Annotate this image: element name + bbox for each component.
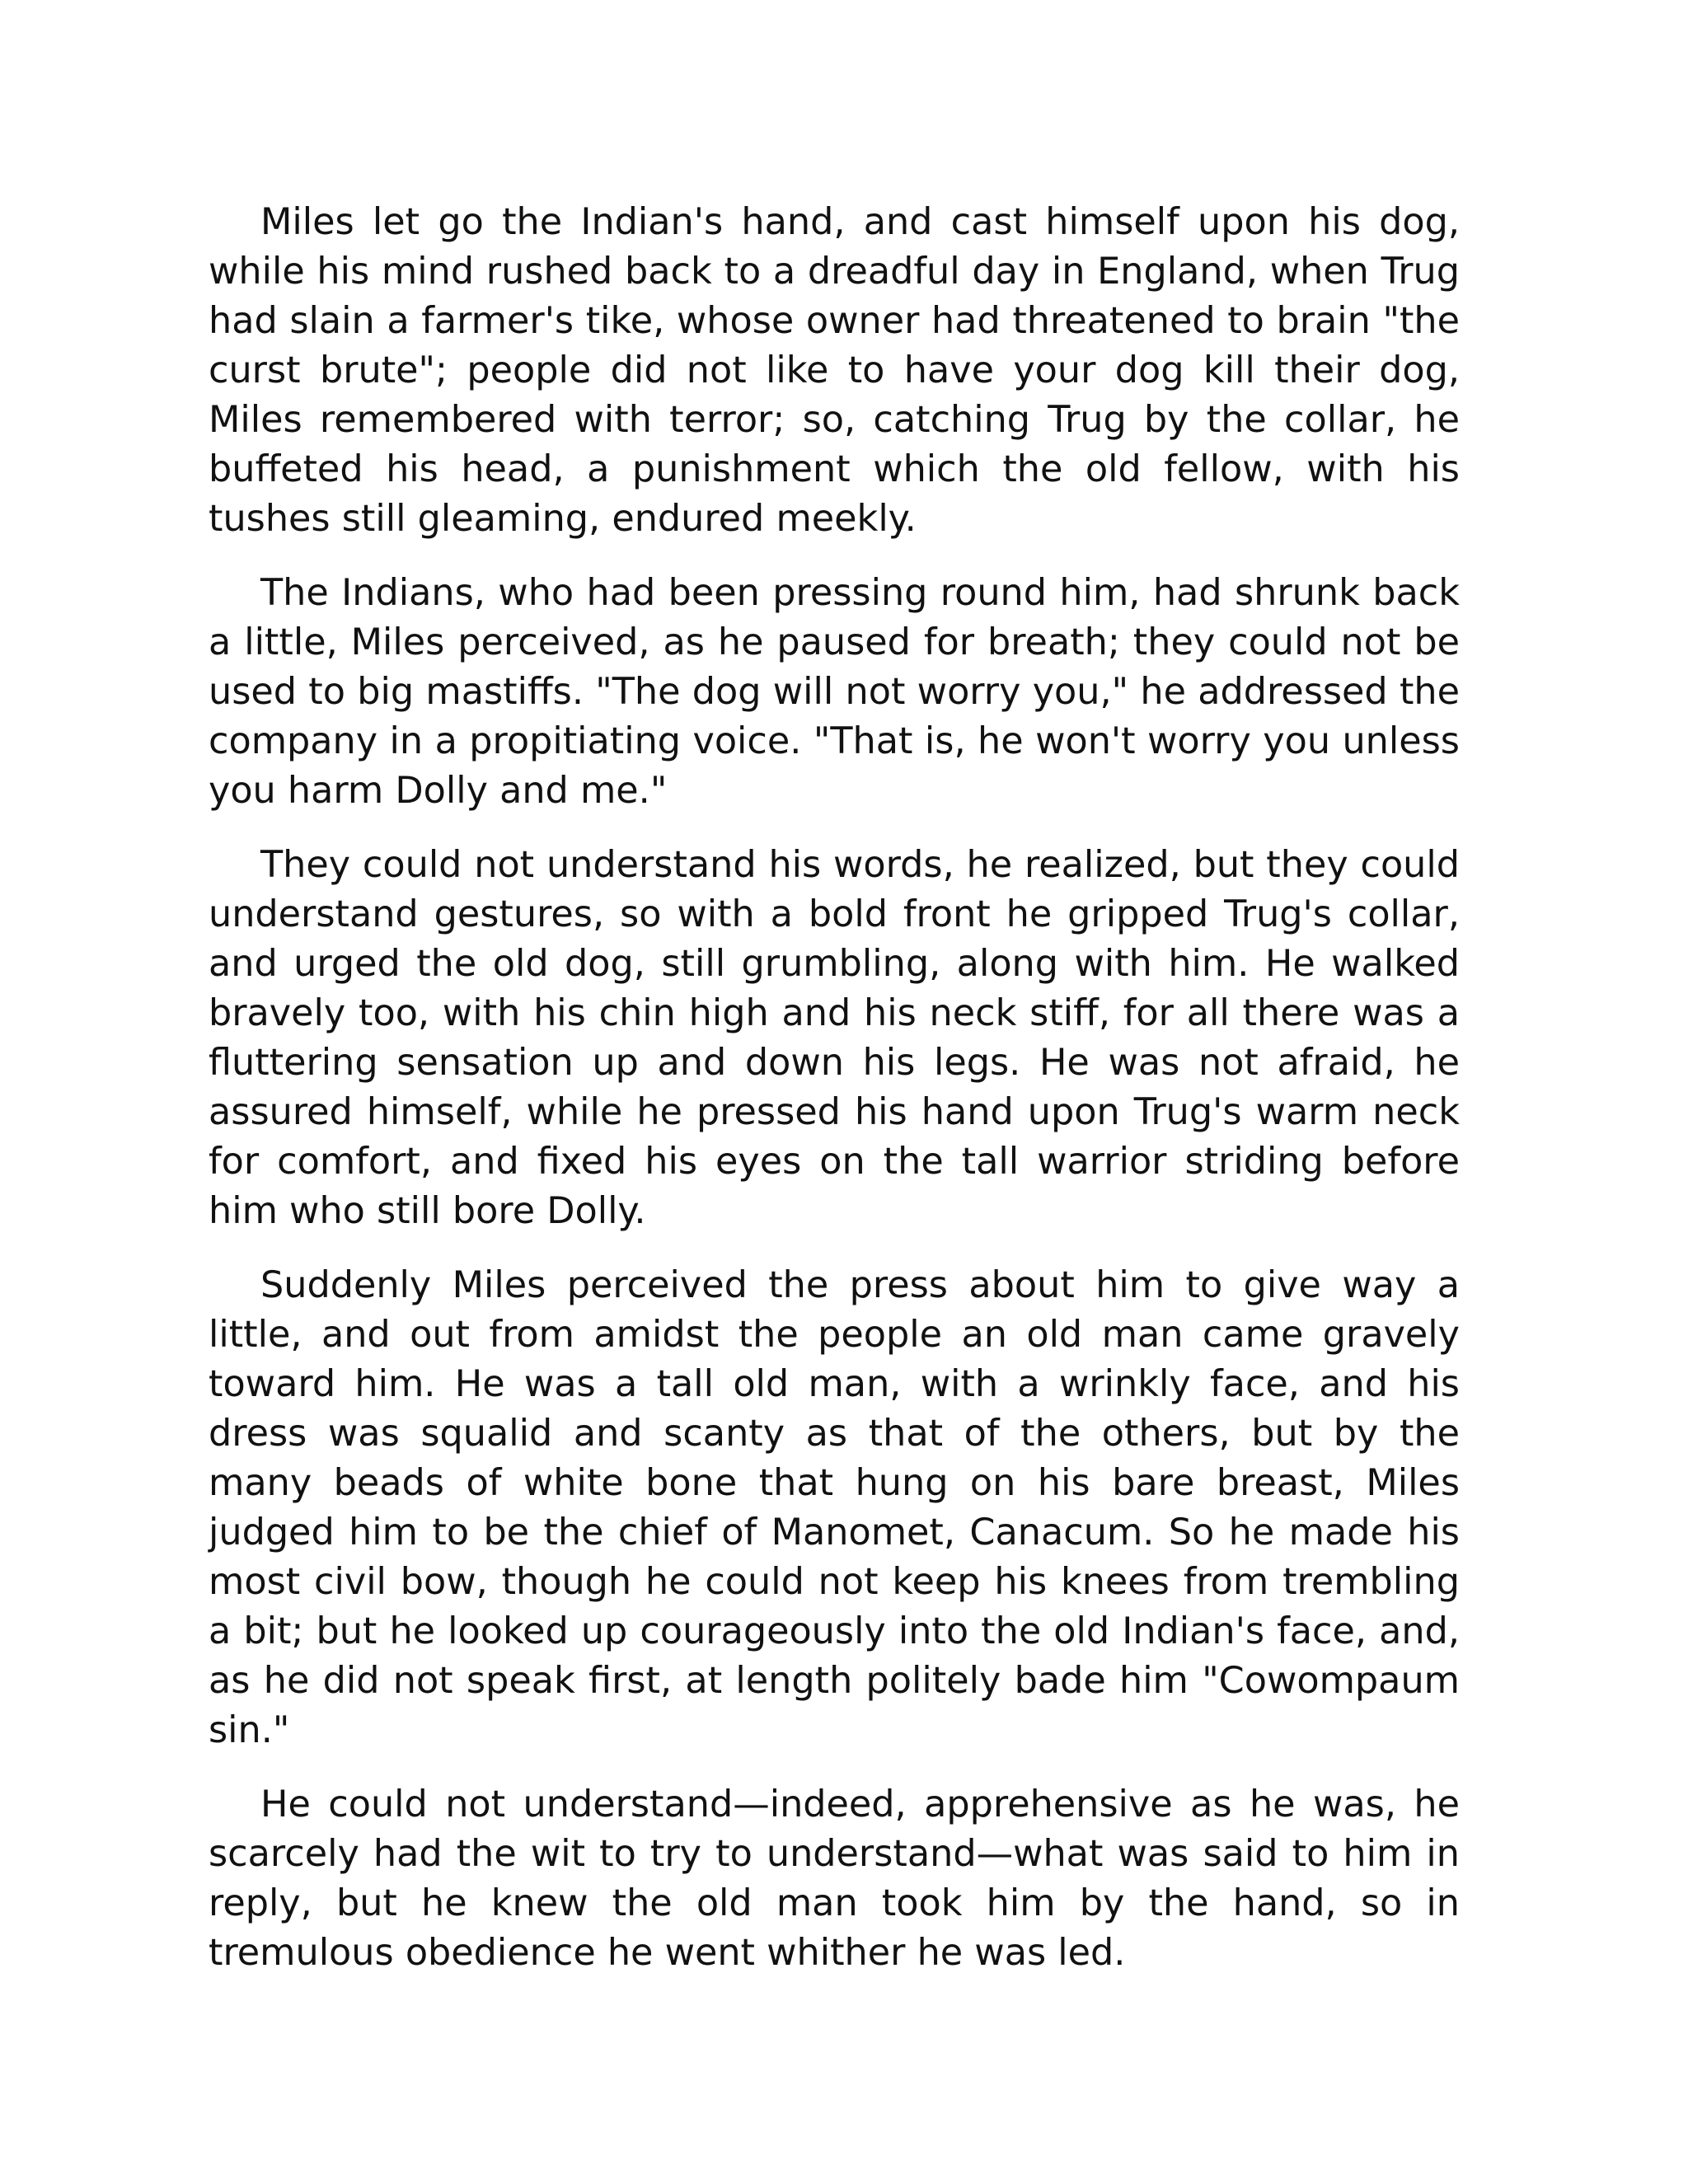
paragraph-5: He could not understand—indeed, apprehensive as he was, he scarcely had the wit to try to understand—what was said to him in reply, but he knew the old man took him by the hand, so in tremulous obedience he went whither he was led. xyxy=(209,1783,1460,1974)
page-text xyxy=(209,198,1460,2003)
paragraph-4: Suddenly Miles perceived the press about him to give way a little, and out from amidst the people an old man came gravely toward him. He was a tall old man, with a wrinkly face, and his dress was squalid and scanty as that of the others, but by the many beads of white bone that hung on his bare breast, Miles judged him to be the chief of Manomet, Canacum. So he made his most civil bow, though he could not keep his knees from trembling a bit; but he looked up courageously into the old Indian's face, and, as he did not speak first, at length politely bade him "Cowompaum sin." xyxy=(209,1264,1460,1751)
paragraph-3: They could not understand his words, he realized, but they could understand gestures, so with a bold front he gripped Trug's collar, and urged the old dog, still grumbling, along with him. He walked bravely too, with his chin high and his neck stiff, for all there was a fluttering sensation up and down his legs. He was not afraid, he assured himself, while he pressed his hand upon Trug's warm neck for comfort, and fixed his eyes on the tall warrior striding before him who still bore Dolly. xyxy=(209,844,1460,1232)
paragraph-1: Miles let go the Indian's hand, and cast himself upon his dog, while his mind rushed back to a dreadful day in England, when Trug had slain a farmer's tike, whose owner had threatened to brain "the curst brute"; people did not like to have your dog kill their dog, Miles remembered with terror; so, catching Trug by the collar, he buffeted his head, a punishment which the old fellow, with his tushes still gleaming, endured meekly. xyxy=(209,201,1460,540)
paragraph-2: The Indians, who had been pressing round him, had shrunk back a little, Miles perceived, as he paused for breath; they could not be used to big mastiffs. "The dog will not worry you," he addressed the company in a propitiating voice. "That is, he won't worry you unless you harm Dolly and me." xyxy=(209,572,1460,812)
